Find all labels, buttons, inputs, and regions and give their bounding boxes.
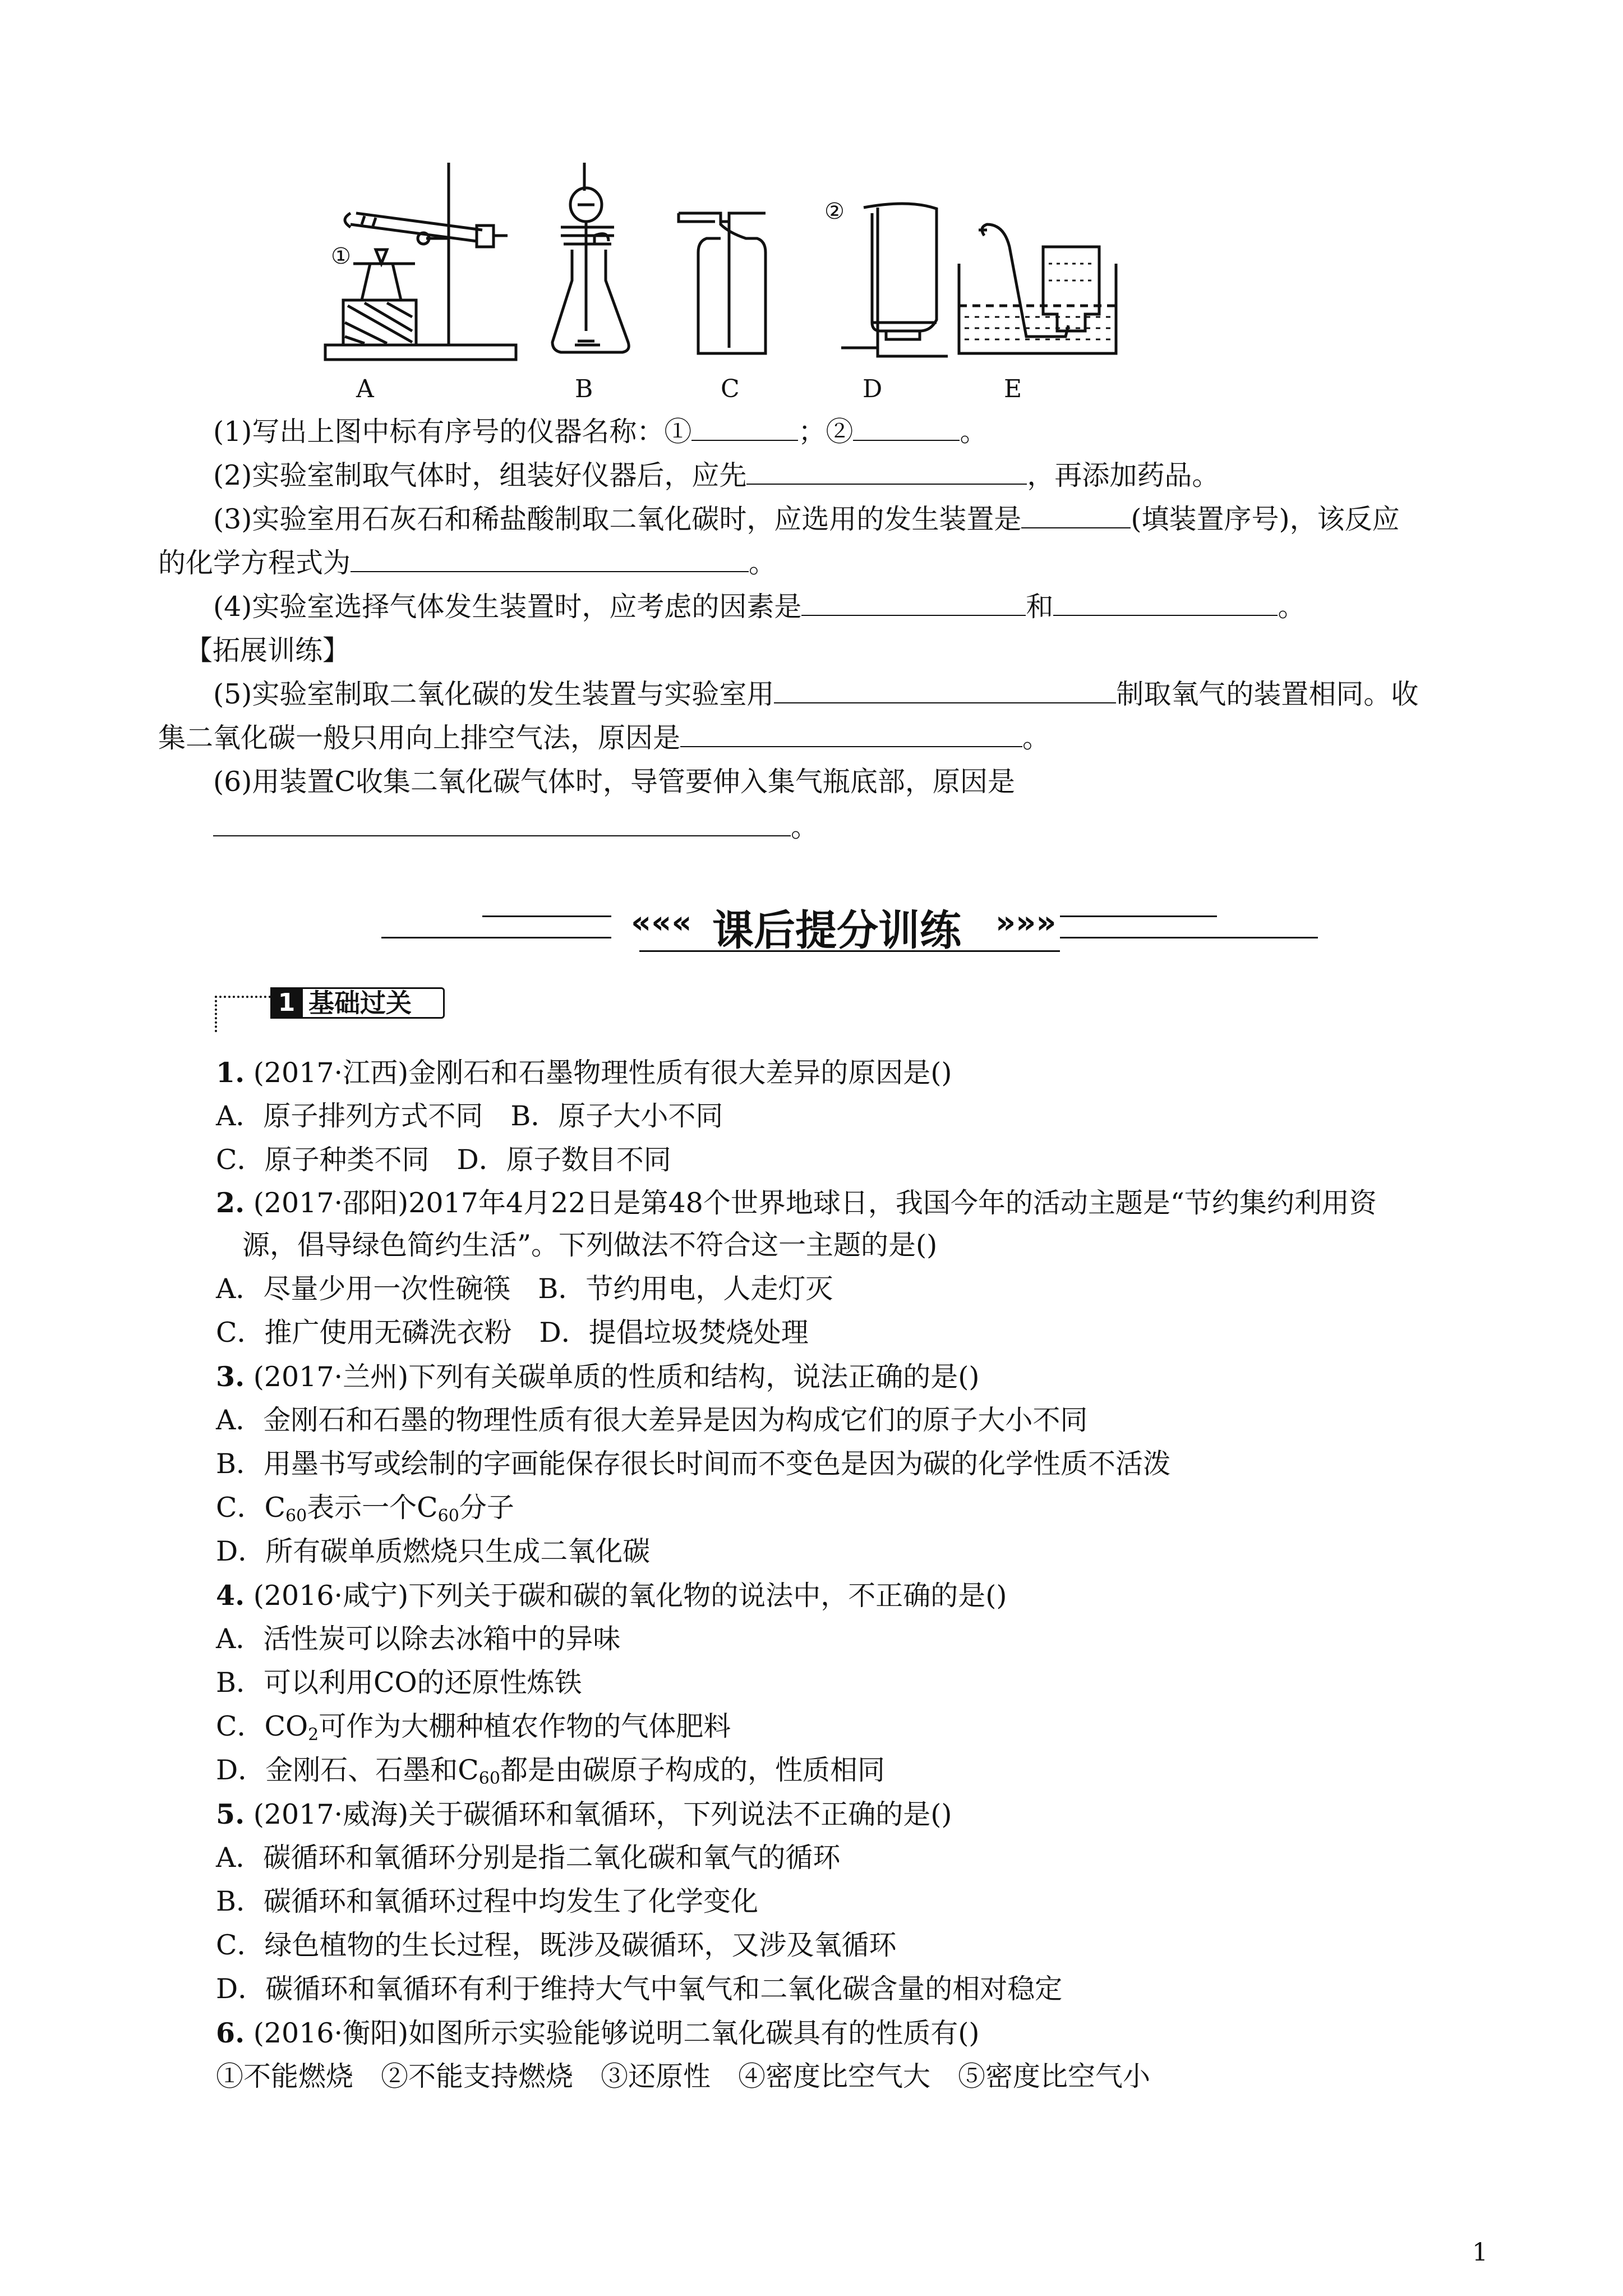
question-3-cont: 的化学方程式为 。: [158, 547, 777, 579]
answer-blank[interactable]: [1053, 590, 1278, 616]
option: ①不能燃烧 ②不能支持燃烧 ③还原性 ④密度比空气大 ⑤密度比空气小: [216, 2060, 1151, 2092]
question-3: (3)实验室用石灰石和稀盐酸制取二氧化碳时，应选用的发生装置是 (填装置序号)，该反应: [213, 503, 1400, 535]
marker-2: ②: [824, 199, 845, 224]
question-6-cont: 。: [213, 811, 818, 844]
apparatus-diagram: [0, 0, 1623, 393]
option: B．碳循环和氧循环过程中均发生了化学变化: [216, 1885, 759, 1917]
answer-blank[interactable]: [774, 678, 1116, 703]
answer-blank[interactable]: [1021, 503, 1131, 528]
option: C．绿色植物的生长过程，既涉及碳循环，又涉及氧循环: [216, 1929, 897, 1961]
option: A．尽量少用一次性碗筷 B．节约用电，人走灯灭: [216, 1273, 833, 1305]
label-d: D: [863, 375, 883, 403]
option: B．可以利用CO的还原性炼铁: [216, 1667, 582, 1699]
option: A．碳循环和氧循环分别是指二氧化碳和氧气的循环: [216, 1842, 841, 1874]
option: A．金刚石和石墨的物理性质有很大差异是因为构成它们的原子大小不同: [216, 1404, 1088, 1436]
answer-blank[interactable]: [351, 546, 749, 572]
label-b: B: [575, 375, 593, 403]
label-c: C: [721, 375, 740, 403]
question-5-cont: 集二氧化碳一般只用向上排空气法，原因是 。: [158, 722, 1050, 754]
option: C．原子种类不同 D．原子数目不同: [216, 1144, 671, 1176]
banner-title: 课后提分训练: [712, 907, 961, 955]
label-e: E: [1004, 375, 1022, 403]
option: D．所有碳单质燃烧只生成二氧化碳: [216, 1535, 651, 1567]
chevrons-left: «««: [631, 904, 692, 941]
answer-blank[interactable]: [853, 415, 960, 441]
chevrons-right: »»»: [995, 904, 1057, 941]
answer-blank[interactable]: [680, 721, 1022, 747]
section-number: 1: [270, 987, 303, 1019]
answer-blank[interactable]: [691, 415, 798, 441]
option: C．$CO_2$可作为大棚种植农作物的气体肥料: [216, 1710, 731, 1745]
apparatus-a: [325, 163, 516, 360]
page-number: 1: [1472, 2238, 1488, 2267]
answer-blank[interactable]: [801, 590, 1026, 616]
question-1: (1)写出上图中标有序号的仪器名称：① ；② 。: [213, 416, 988, 448]
option: C．$C_{60}$表示一个$C_{60}$分子: [216, 1492, 514, 1526]
question-2: (2)实验室制取气体时，组装好仪器后，应先 ，再添加药品。: [213, 459, 1220, 491]
question-6: (6)用装置C收集二氧化碳气体时，导管要伸入集气瓶底部，原因是: [213, 766, 1015, 798]
option: A．原子排列方式不同 B．原子大小不同: [216, 1100, 723, 1132]
option: C．推广使用无磷洗衣粉 D．提倡垃圾焚烧处理: [216, 1317, 809, 1349]
answer-blank[interactable]: [213, 811, 791, 836]
answer-blank[interactable]: [746, 459, 1027, 485]
option: D．金刚石、石墨和$C_{60}$都是由碳原子构成的，性质相同: [216, 1754, 885, 1788]
option: B．用墨书写或绘制的字画能保存很长时间而不变色是因为碳的化学性质不活泼: [216, 1448, 1171, 1480]
extension-title: 【拓展训练】: [185, 634, 351, 666]
option: A．活性炭可以除去冰箱中的异味: [216, 1623, 621, 1655]
option: D．碳循环和氧循环有利于维持大气中氧气和二氧化碳含量的相对稳定: [216, 1973, 1063, 2005]
question-5: (5)实验室制取二氧化碳的发生装置与实验室用 制取氧气的装置相同。收: [213, 678, 1419, 710]
apparatus-d: [841, 204, 948, 356]
apparatus-e: [959, 224, 1116, 353]
apparatus-c: [679, 213, 766, 353]
label-a: A: [356, 375, 374, 403]
marker-1: ①: [331, 243, 351, 269]
section-title: 基础过关: [308, 988, 412, 1018]
apparatus-b: [552, 163, 629, 352]
question-4: (4)实验室选择气体发生装置时，应考虑的因素是 和 。: [213, 591, 1306, 623]
